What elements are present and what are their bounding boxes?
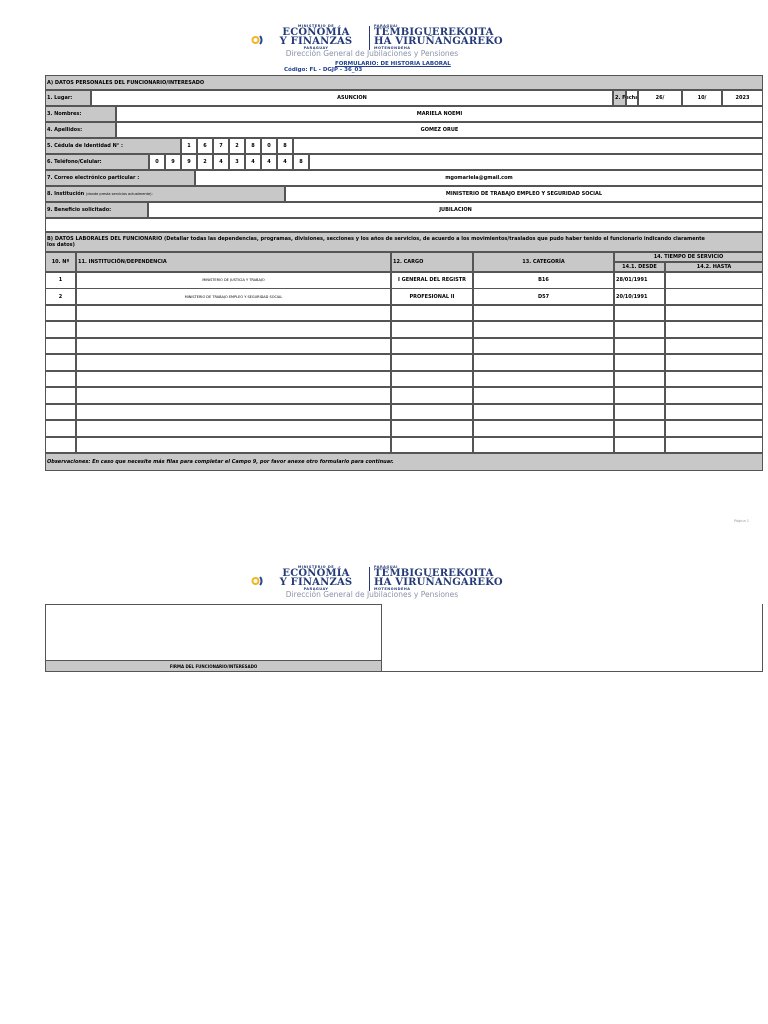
cell-categoria[interactable]: B16 — [473, 272, 614, 289]
logo-tembi: TEMBIGUEREKOITA — [374, 568, 494, 579]
cedula-digit[interactable]: 6 — [197, 138, 213, 154]
cedula-rest — [293, 138, 763, 154]
section-b-title — [45, 232, 763, 252]
observaciones-note: Observaciones: En caso que necesite más filas para completar el Campo 9, por favor anexe otro formulario para continuar. — [45, 453, 763, 471]
col-cargo-header: 12. CARGO — [391, 252, 473, 272]
cell-cargo[interactable] — [391, 404, 473, 421]
cell-categoria[interactable] — [473, 420, 614, 437]
telefono-digit[interactable]: 2 — [197, 154, 213, 170]
cell-institucion[interactable] — [76, 338, 391, 355]
logo-left-text — [266, 565, 366, 591]
cell-no[interactable] — [45, 404, 76, 421]
lugar-field[interactable]: ASUNCION — [91, 90, 613, 106]
beneficio-label: 9. Beneficio solicitado: — [45, 202, 148, 218]
logo-right-text — [374, 24, 503, 50]
cell-desde[interactable] — [614, 354, 665, 371]
cell-hasta[interactable] — [665, 420, 763, 437]
col-institucion-header: 11. INSTITUCIÓN/DEPENDENCIA — [76, 252, 391, 272]
logo-footer — [244, 565, 503, 599]
cell-institucion[interactable] — [76, 404, 391, 421]
cell-categoria[interactable] — [473, 387, 614, 404]
cell-institucion[interactable] — [76, 437, 391, 454]
cell-hasta[interactable] — [665, 305, 763, 322]
cell-desde[interactable]: 20/10/1991 — [614, 288, 665, 305]
telefono-label: 6. Teléfono/Celular: — [45, 154, 149, 170]
section-a-title: A) DATOS PERSONALES DEL FUNCIONARIO/INTERESADO — [45, 75, 763, 90]
beneficio-field[interactable]: JUBILACION — [148, 202, 763, 218]
cell-desde[interactable] — [614, 321, 665, 338]
logo-economia: ECONOMÍA — [282, 27, 350, 38]
cell-institucion[interactable]: MINISTERIO DE JUSTICIA Y TRABAJO — [76, 272, 391, 289]
col-hasta-header: 14.2. HASTA — [665, 262, 763, 272]
logo-finanzas: Y FINANZAS — [279, 36, 353, 47]
logo-tembi: TEMBIGUEREKOITA — [374, 27, 494, 38]
cedula-digit[interactable]: 7 — [213, 138, 229, 154]
cell-desde[interactable] — [614, 305, 665, 322]
cell-categoria[interactable] — [473, 404, 614, 421]
cell-no[interactable]: 1 — [45, 272, 76, 289]
cell-no[interactable] — [45, 338, 76, 355]
cedula-digit[interactable]: 8 — [277, 138, 293, 154]
logo-economia: ECONOMÍA — [282, 568, 350, 579]
logo-paraguai: PARAGUAI — [374, 565, 398, 569]
nombres-field[interactable]: MARIELA NOEMI — [116, 106, 763, 122]
ministry-emblem-icon — [244, 572, 264, 590]
logo-left-text — [266, 24, 366, 50]
logo-direccion: Dirección General de Jubilaciones y Pensiones — [285, 590, 459, 599]
institucion-label-note: (donde presta servicios actualmente): — [86, 192, 153, 196]
fecha-day[interactable]: 26/ — [638, 90, 682, 106]
telefono-digit[interactable]: 3 — [229, 154, 245, 170]
col-tiempo-header: 14. TIEMPO DE SERVICIO — [614, 252, 763, 262]
apellidos-field[interactable]: GOMEZ ORUE — [116, 122, 763, 138]
cell-desde[interactable] — [614, 387, 665, 404]
logo-motenondeha: MOTENONDEHA — [374, 46, 411, 50]
lugar-label: 1. Lugar: — [45, 90, 91, 106]
cedula-digit[interactable]: 2 — [229, 138, 245, 154]
logo-paraguay: PARAGUAY — [303, 46, 329, 50]
cell-desde[interactable] — [614, 371, 665, 388]
form-code: Código: FL - DGJP - 36_03 — [284, 67, 363, 73]
form-title: FORMULARIO: DE HISTORIA LABORAL — [335, 61, 451, 67]
fecha-spacer — [626, 90, 638, 106]
cell-hasta[interactable] — [665, 371, 763, 388]
signature-right-area — [382, 604, 763, 672]
cell-no[interactable]: 2 — [45, 288, 76, 305]
logo-finanzas: Y FINANZAS — [279, 577, 353, 588]
telefono-digit[interactable]: 9 — [181, 154, 197, 170]
cell-institucion[interactable] — [76, 371, 391, 388]
logo-paraguay: PARAGUAY — [303, 587, 329, 591]
cell-desde[interactable] — [614, 338, 665, 355]
logo-viru: HA VIRUÑANGAREKO — [374, 36, 503, 47]
cell-no[interactable] — [45, 371, 76, 388]
telefono-digit[interactable]: 4 — [277, 154, 293, 170]
section-b-title-line1: B) DATOS LABORALES DEL FUNCIONARIO (Detallar todas las dependencias, programas, divisiones, secciones y los años de servicios, de acuerdo a los movimientos/traslados que pudo haber tenido el funcionario indicando claramente — [47, 236, 705, 242]
correo-label: 7. Correo electrónico particular : — [45, 170, 195, 186]
cell-hasta[interactable] — [665, 338, 763, 355]
cell-hasta[interactable] — [665, 387, 763, 404]
cell-categoria[interactable]: D57 — [473, 288, 614, 305]
cell-categoria[interactable] — [473, 437, 614, 454]
cell-hasta[interactable] — [665, 288, 763, 305]
col-categoria-header: 13. CATEGORÍA — [473, 252, 614, 272]
cell-desde[interactable] — [614, 437, 665, 454]
logo-direccion: Dirección General de Jubilaciones y Pensiones — [285, 49, 459, 58]
fecha-year[interactable]: 2023 — [722, 90, 763, 106]
cell-institucion[interactable]: MINISTERIO DE TRABAJO EMPLEO Y SEGURIDAD SOCIAL — [76, 288, 391, 305]
cell-categoria[interactable] — [473, 338, 614, 355]
cell-cargo[interactable] — [391, 420, 473, 437]
cell-desde[interactable] — [614, 420, 665, 437]
cell-institucion[interactable] — [76, 387, 391, 404]
cell-categoria[interactable] — [473, 371, 614, 388]
telefono-digit[interactable]: 9 — [165, 154, 181, 170]
fecha-label: 2. Fecha — [613, 90, 626, 106]
cell-no[interactable] — [45, 354, 76, 371]
cell-institucion[interactable] — [76, 305, 391, 322]
cell-cargo[interactable] — [391, 437, 473, 454]
col-desde-header: 14.1. DESDE — [614, 262, 665, 272]
cell-hasta[interactable] — [665, 321, 763, 338]
cell-cargo[interactable] — [391, 354, 473, 371]
telefono-digit[interactable]: 4 — [261, 154, 277, 170]
cell-desde[interactable] — [614, 404, 665, 421]
cell-categoria[interactable] — [473, 305, 614, 322]
cell-cargo[interactable]: PROFESIONAL II — [391, 288, 473, 305]
apellidos-label: 4. Apellidos: — [45, 122, 116, 138]
signature-label: FIRMA DEL FUNCIONARIO/INTERESADO — [45, 660, 382, 672]
section-b-title-line2: los datos) — [47, 242, 75, 248]
cell-no[interactable] — [45, 437, 76, 454]
telefono-digit[interactable]: 0 — [149, 154, 165, 170]
institucion-field[interactable]: MINISTERIO DE TRABAJO EMPLEO Y SEGURIDAD SOCIAL — [285, 186, 763, 202]
cell-cargo[interactable]: I GENERAL DEL REGISTR — [391, 272, 473, 289]
institucion-label — [45, 186, 285, 202]
cell-no[interactable] — [45, 305, 76, 322]
logo-header — [244, 24, 503, 58]
cell-cargo[interactable] — [391, 387, 473, 404]
logo-ministry-small: MINISTERIO DE — [297, 24, 335, 28]
logo-motenondeha: MOTENONDEHA — [374, 587, 411, 591]
cell-hasta[interactable] — [665, 404, 763, 421]
cell-categoria[interactable] — [473, 321, 614, 338]
logo-viru: HA VIRUÑANGAREKO — [374, 577, 503, 588]
correo-field[interactable]: mgomariela@gmail.com — [195, 170, 763, 186]
logo-divider — [369, 567, 370, 591]
cell-hasta[interactable] — [665, 272, 763, 289]
cedula-digit[interactable]: 8 — [245, 138, 261, 154]
cell-desde[interactable]: 28/01/1991 — [614, 272, 665, 289]
cedula-label: 5. Cédula de Identidad N° : — [45, 138, 181, 154]
spacer-row — [45, 218, 763, 232]
telefono-digit[interactable]: 8 — [293, 154, 309, 170]
telefono-rest — [309, 154, 763, 170]
cell-categoria[interactable] — [473, 354, 614, 371]
fecha-month[interactable]: 10/ — [682, 90, 722, 106]
logo-ministry-small: MINISTERIO DE — [297, 565, 335, 569]
nombres-label: 3. Nombres: — [45, 106, 116, 122]
col-no-header: 10. Nº — [45, 252, 76, 272]
ministry-emblem-icon — [244, 31, 264, 49]
page-mark: Página 1 — [734, 519, 749, 523]
cell-no[interactable] — [45, 420, 76, 437]
cell-institucion[interactable] — [76, 420, 391, 437]
cell-cargo[interactable] — [391, 338, 473, 355]
cedula-digit[interactable]: 0 — [261, 138, 277, 154]
cell-cargo[interactable] — [391, 305, 473, 322]
institucion-label-text: 8. Institución — [47, 191, 85, 197]
cell-no[interactable] — [45, 321, 76, 338]
cell-no[interactable] — [45, 387, 76, 404]
cedula-digit[interactable]: 1 — [181, 138, 197, 154]
cell-cargo[interactable] — [391, 371, 473, 388]
telefono-digit[interactable]: 4 — [245, 154, 261, 170]
cell-hasta[interactable] — [665, 354, 763, 371]
logo-right-text — [374, 565, 503, 591]
logo-paraguai: PARAGUAI — [374, 24, 398, 28]
telefono-digit[interactable]: 4 — [213, 154, 229, 170]
cell-hasta[interactable] — [665, 437, 763, 454]
cell-cargo[interactable] — [391, 321, 473, 338]
cell-institucion[interactable] — [76, 354, 391, 371]
cell-institucion[interactable] — [76, 321, 391, 338]
logo-divider — [369, 26, 370, 50]
